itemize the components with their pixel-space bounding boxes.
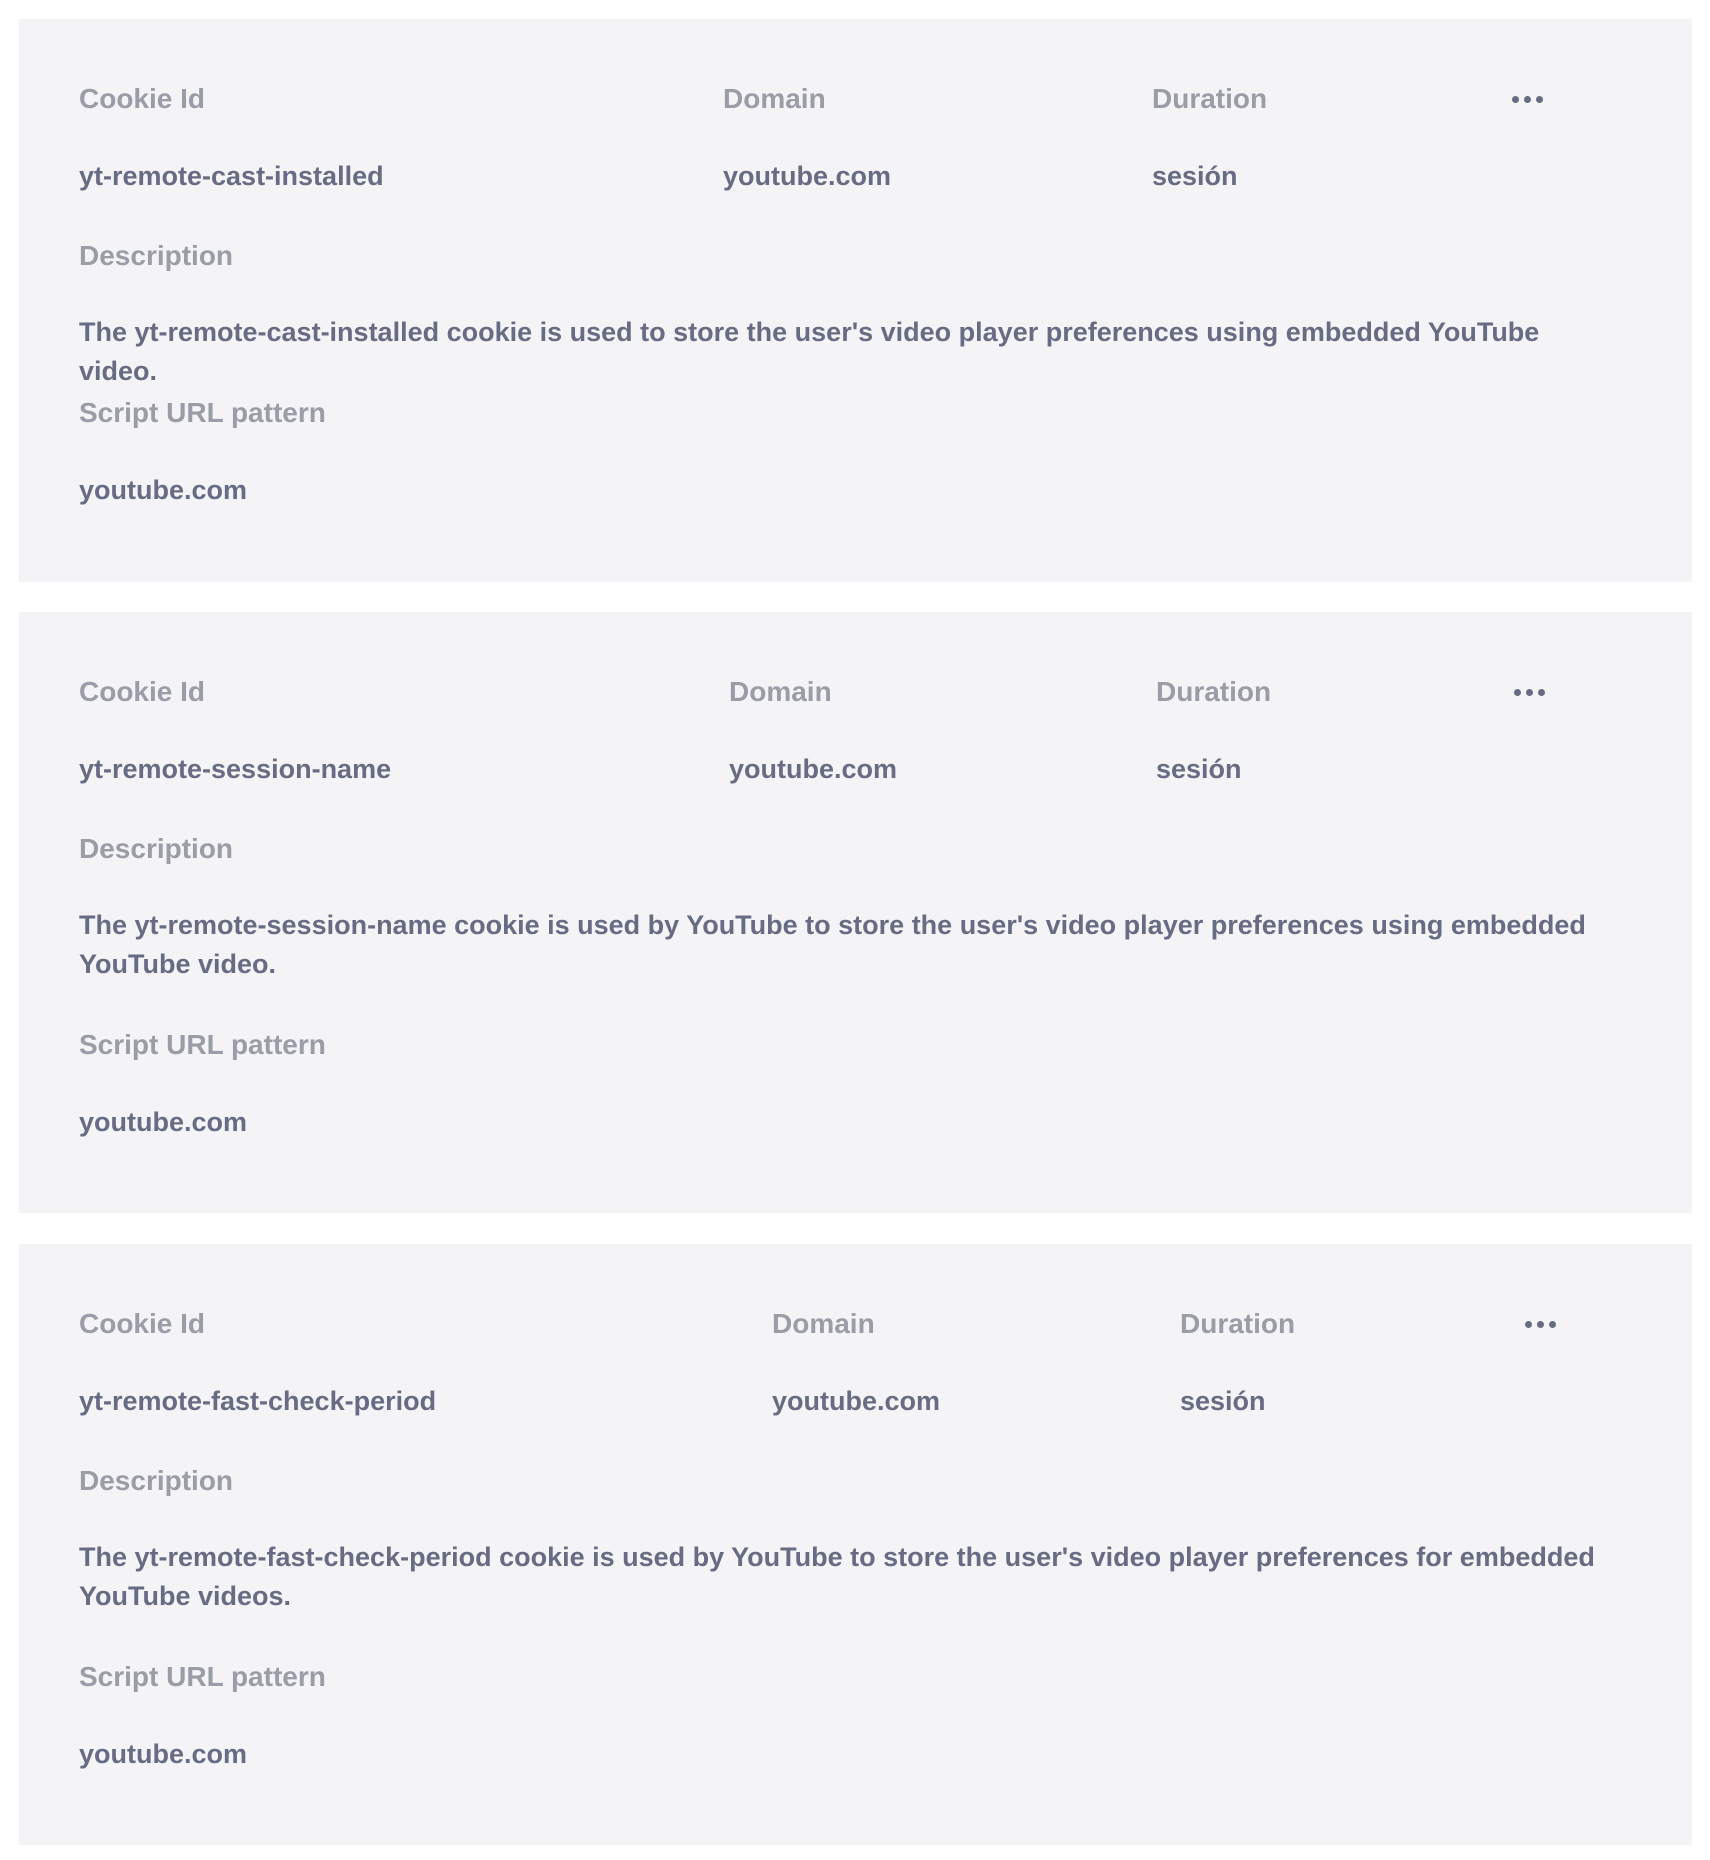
- more-options-button[interactable]: [1505, 674, 1553, 710]
- description-text: The yt-remote-session-name cookie is used by YouTube to store the user's video player preferences using embedded YouTube video.: [79, 910, 1586, 979]
- script-url-value: youtube.com: [79, 1739, 248, 1769]
- more-horizontal-icon: [1512, 96, 1543, 103]
- cookie-card: [19, 1244, 1692, 1845]
- domain-label: Domain: [772, 1308, 875, 1339]
- more-options-button[interactable]: [1516, 1306, 1564, 1342]
- domain-value: youtube.com: [729, 754, 898, 784]
- duration-value: sesión: [1156, 754, 1242, 784]
- duration-label: Duration: [1180, 1308, 1296, 1339]
- cookie-id-label: Cookie Id: [79, 676, 206, 707]
- description-label: Description: [79, 1465, 234, 1496]
- duration-label: Duration: [1152, 83, 1268, 114]
- cookie-id-value: yt-remote-session-name: [79, 754, 392, 784]
- duration-label: Duration: [1156, 676, 1272, 707]
- script-url-value: youtube.com: [79, 1107, 248, 1137]
- cookie-id-label: Cookie Id: [79, 1308, 206, 1339]
- more-horizontal-icon: [1514, 689, 1545, 696]
- domain-label: Domain: [723, 83, 826, 114]
- description-text: The yt-remote-cast-installed cookie is used to store the user's video player preferences using embedded YouTube video.: [79, 317, 1540, 386]
- script-url-label: Script URL pattern: [79, 1661, 326, 1692]
- domain-value: youtube.com: [772, 1386, 941, 1416]
- cookie-id-value: yt-remote-cast-installed: [79, 161, 384, 191]
- description-label: Description: [79, 240, 234, 271]
- script-url-label: Script URL pattern: [79, 397, 326, 428]
- more-options-button[interactable]: [1503, 81, 1551, 117]
- cookie-id-label: Cookie Id: [79, 83, 206, 114]
- domain-label: Domain: [729, 676, 832, 707]
- cookie-id-value: yt-remote-fast-check-period: [79, 1386, 437, 1416]
- description-text: The yt-remote-fast-check-period cookie is used by YouTube to store the user's video player preferences for embedded YouTube videos.: [79, 1542, 1595, 1611]
- script-url-label: Script URL pattern: [79, 1029, 326, 1060]
- domain-value: youtube.com: [723, 161, 892, 191]
- cookie-card: [19, 19, 1692, 582]
- duration-value: sesión: [1152, 161, 1238, 191]
- description-label: Description: [79, 833, 234, 864]
- cookie-card: [19, 612, 1692, 1213]
- script-url-value: youtube.com: [79, 475, 248, 505]
- duration-value: sesión: [1180, 1386, 1266, 1416]
- more-horizontal-icon: [1525, 1321, 1556, 1328]
